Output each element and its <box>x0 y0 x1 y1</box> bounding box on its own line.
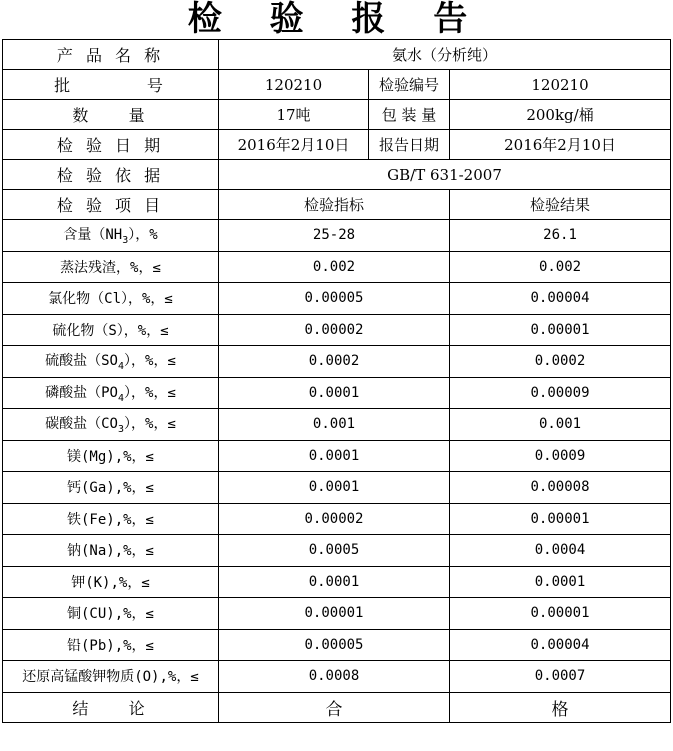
item-name <box>3 598 219 630</box>
item-name <box>3 220 219 252</box>
table-row <box>3 535 671 567</box>
item-name <box>3 409 219 441</box>
item-spec: 0.002 <box>219 251 450 283</box>
pack-value: 200kg/桶 <box>450 100 671 130</box>
table-row <box>3 629 671 661</box>
item-spec: 0.0001 <box>219 377 450 409</box>
code-value: 120210 <box>450 70 671 100</box>
item-name-text: 磷酸盐（PO <box>45 384 118 401</box>
item-name-text: 蒸法残渣，%，≤ <box>60 259 161 276</box>
conclusion-value-a: 合 <box>219 692 450 722</box>
item-result: 0.0009 <box>450 440 671 472</box>
row-conclusion <box>3 692 671 722</box>
item-spec: 0.00002 <box>219 314 450 346</box>
header-spec: 检验指标 <box>219 190 450 220</box>
table-row <box>3 314 671 346</box>
conclusion-value-b: 格 <box>450 692 671 722</box>
item-result: 26.1 <box>450 220 671 252</box>
item-result: 0.00008 <box>450 472 671 504</box>
item-result: 0.0002 <box>450 346 671 378</box>
batch-label: 批 号 <box>3 70 219 100</box>
item-name <box>3 629 219 661</box>
code-label: 检验编号 <box>369 70 450 100</box>
item-name-text: 还原高锰酸钾物质(O),%，≤ <box>22 669 199 686</box>
quantity-label: 数 量 <box>3 100 219 130</box>
table-row <box>3 440 671 472</box>
item-result: 0.00001 <box>450 503 671 535</box>
item-name-text: 钙(Ga),%，≤ <box>66 480 154 497</box>
table-row <box>3 503 671 535</box>
item-result: 0.00004 <box>450 283 671 315</box>
item-name <box>3 283 219 315</box>
item-name-text: 铁(Fe),%，≤ <box>66 511 154 528</box>
table-row <box>3 661 671 693</box>
item-name-suffix: ），%，≤ <box>124 416 176 433</box>
table-row <box>3 377 671 409</box>
item-name <box>3 535 219 567</box>
item-name <box>3 661 219 693</box>
item-name-text: 硫酸盐（SO <box>45 353 118 370</box>
report-table <box>2 39 671 723</box>
product-label: 产 品 名 称 <box>3 40 219 70</box>
item-name-text: 含量（NH <box>63 227 123 244</box>
item-name-subscript: 4 <box>117 392 125 404</box>
conclusion-label: 结 论 <box>3 692 219 722</box>
item-result: 0.00001 <box>450 314 671 346</box>
batch-value: 120210 <box>219 70 369 100</box>
table-row <box>3 598 671 630</box>
item-name-suffix: ），%，≤ <box>124 384 176 401</box>
item-name-subscript: 4 <box>117 361 125 373</box>
item-name-text: 氯化物（Cl），%，≤ <box>48 291 173 308</box>
table-row <box>3 251 671 283</box>
report-date-value: 2016年2月10日 <box>450 130 671 160</box>
item-name-suffix: ），%，≤ <box>124 353 176 370</box>
item-result: 0.002 <box>450 251 671 283</box>
item-name-suffix: ），% <box>128 227 158 244</box>
item-spec: 0.0008 <box>219 661 450 693</box>
item-name <box>3 440 219 472</box>
table-row <box>3 409 671 441</box>
item-name-text: 碳酸盐（CO <box>45 416 118 433</box>
item-name <box>3 566 219 598</box>
item-name <box>3 503 219 535</box>
item-name-text: 硫化物（S），%，≤ <box>52 322 169 339</box>
item-spec: 0.0002 <box>219 346 450 378</box>
item-result: 0.0001 <box>450 566 671 598</box>
item-rows <box>3 220 671 693</box>
item-spec: 0.00005 <box>219 629 450 661</box>
row-basis <box>3 160 671 190</box>
item-name <box>3 314 219 346</box>
item-spec: 0.0005 <box>219 535 450 567</box>
item-spec: 0.001 <box>219 409 450 441</box>
item-spec: 0.00001 <box>219 598 450 630</box>
item-name-text: 铜(CU),%，≤ <box>66 606 154 623</box>
quantity-value: 17吨 <box>219 100 369 130</box>
report-title: 检 验 报 告 <box>187 0 486 39</box>
item-name-text: 铅(Pb),%，≤ <box>66 637 154 654</box>
item-result: 0.0004 <box>450 535 671 567</box>
basis-value: GB/T 631-2007 <box>219 160 671 190</box>
item-name-text: 钾(K),%，≤ <box>71 574 150 591</box>
item-name <box>3 377 219 409</box>
row-product <box>3 40 671 70</box>
table-row <box>3 220 671 252</box>
item-name-text: 钠(Na),%，≤ <box>66 543 154 560</box>
report-date-label: 报告日期 <box>369 130 450 160</box>
header-result: 检验结果 <box>450 190 671 220</box>
item-spec: 25-28 <box>219 220 450 252</box>
table-row <box>3 283 671 315</box>
item-spec: 0.00005 <box>219 283 450 315</box>
basis-label: 检 验 依 据 <box>3 160 219 190</box>
item-name-subscript: 3 <box>122 235 129 247</box>
item-result: 0.00004 <box>450 629 671 661</box>
item-name <box>3 472 219 504</box>
inspect-date-label: 检 验 日 期 <box>3 130 219 160</box>
row-headers <box>3 190 671 220</box>
inspect-date-value: 2016年2月10日 <box>219 130 369 160</box>
item-name-subscript: 3 <box>117 424 125 436</box>
item-spec: 0.00002 <box>219 503 450 535</box>
item-name <box>3 251 219 283</box>
item-result: 0.00001 <box>450 598 671 630</box>
pack-label: 包 装 量 <box>369 100 450 130</box>
item-result: 0.0007 <box>450 661 671 693</box>
item-result: 0.00009 <box>450 377 671 409</box>
row-dates <box>3 130 671 160</box>
item-result: 0.001 <box>450 409 671 441</box>
table-row <box>3 346 671 378</box>
item-name <box>3 346 219 378</box>
header-item: 检 验 项 目 <box>3 190 219 220</box>
table-row <box>3 566 671 598</box>
item-spec: 0.0001 <box>219 472 450 504</box>
row-batch <box>3 70 671 100</box>
row-quantity <box>3 100 671 130</box>
item-name-text: 镁(Mg),%，≤ <box>66 448 154 465</box>
item-spec: 0.0001 <box>219 440 450 472</box>
item-spec: 0.0001 <box>219 566 450 598</box>
table-row <box>3 472 671 504</box>
product-value: 氨水（分析纯） <box>219 40 671 70</box>
